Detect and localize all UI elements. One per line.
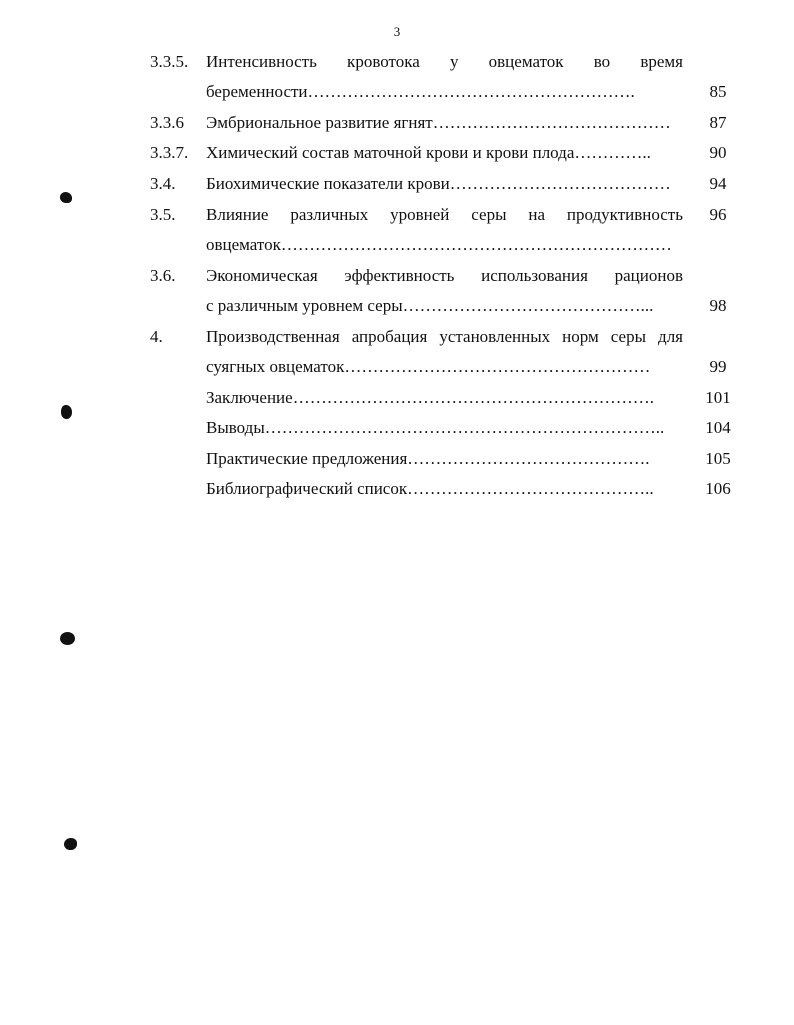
toc-entry-number: 3.5. xyxy=(150,205,176,224)
toc-entry-title-continued: суягных овцематок……………………………………………… xyxy=(206,357,651,376)
punch-hole-mark xyxy=(60,632,75,645)
toc-entry-page: 106 xyxy=(705,479,731,498)
toc-entry-title: Интенсивность кровотока у овцематок во время xyxy=(206,52,683,71)
toc-entry-number: 3.4. xyxy=(150,174,176,193)
toc-entry-number: 4. xyxy=(150,327,163,346)
toc-entry-title: Экономическая эффективность использования рационов xyxy=(206,266,683,285)
toc-entry-number: 3.3.5. xyxy=(150,52,189,71)
toc-entry-title-continued: с различным уровнем серы……………………………………... xyxy=(206,296,654,315)
toc-entry-title: Влияние различных уровней серы на продуктивность xyxy=(206,205,683,224)
toc-entry-title: Выводы…………………………………………………………….. xyxy=(206,418,665,437)
toc-entry-page: 90 xyxy=(709,143,727,162)
toc-entry-number: 3.6. xyxy=(150,266,176,285)
toc-entry-page: 101 xyxy=(705,388,731,407)
toc-entry-page: 105 xyxy=(705,449,731,468)
toc-entry-page: 87 xyxy=(709,113,727,132)
toc-entry-number: 3.3.6 xyxy=(150,113,184,132)
toc-entry-title: Производственная апробация установленных норм серы для xyxy=(206,327,683,346)
punch-hole-mark xyxy=(61,405,72,419)
toc-entry-number: 3.3.7. xyxy=(150,143,189,162)
toc-entry-title-continued: овцематок…………………………………………………………… xyxy=(206,235,672,254)
toc-entry-title-continued: беременности…………………………………………………. xyxy=(206,82,635,101)
punch-hole-mark xyxy=(60,192,72,203)
toc-entry-title: Биохимические показатели крови………………………………… xyxy=(206,174,671,193)
toc-entry-page: 85 xyxy=(709,82,727,101)
toc-entry-title: Эмбриональное развитие ягнят…………………………………… xyxy=(206,113,671,132)
toc-entry-page: 96 xyxy=(709,205,727,224)
toc-entry-title: Практические предложения……………………………………. xyxy=(206,449,650,468)
toc-entry-page: 99 xyxy=(709,357,727,376)
toc-entry-page: 104 xyxy=(705,418,731,437)
toc-entry-title: Заключение………………………………………………………. xyxy=(206,388,654,407)
toc-entry-title: Библиографический список…………………………………….. xyxy=(206,479,654,498)
punch-hole-mark xyxy=(64,838,77,850)
toc-entry-page: 94 xyxy=(709,174,727,193)
toc-entry-title: Химический состав маточной крови и крови плода………….. xyxy=(206,143,651,162)
page-number: 3 xyxy=(393,24,401,39)
toc-entry-page: 98 xyxy=(709,296,727,315)
